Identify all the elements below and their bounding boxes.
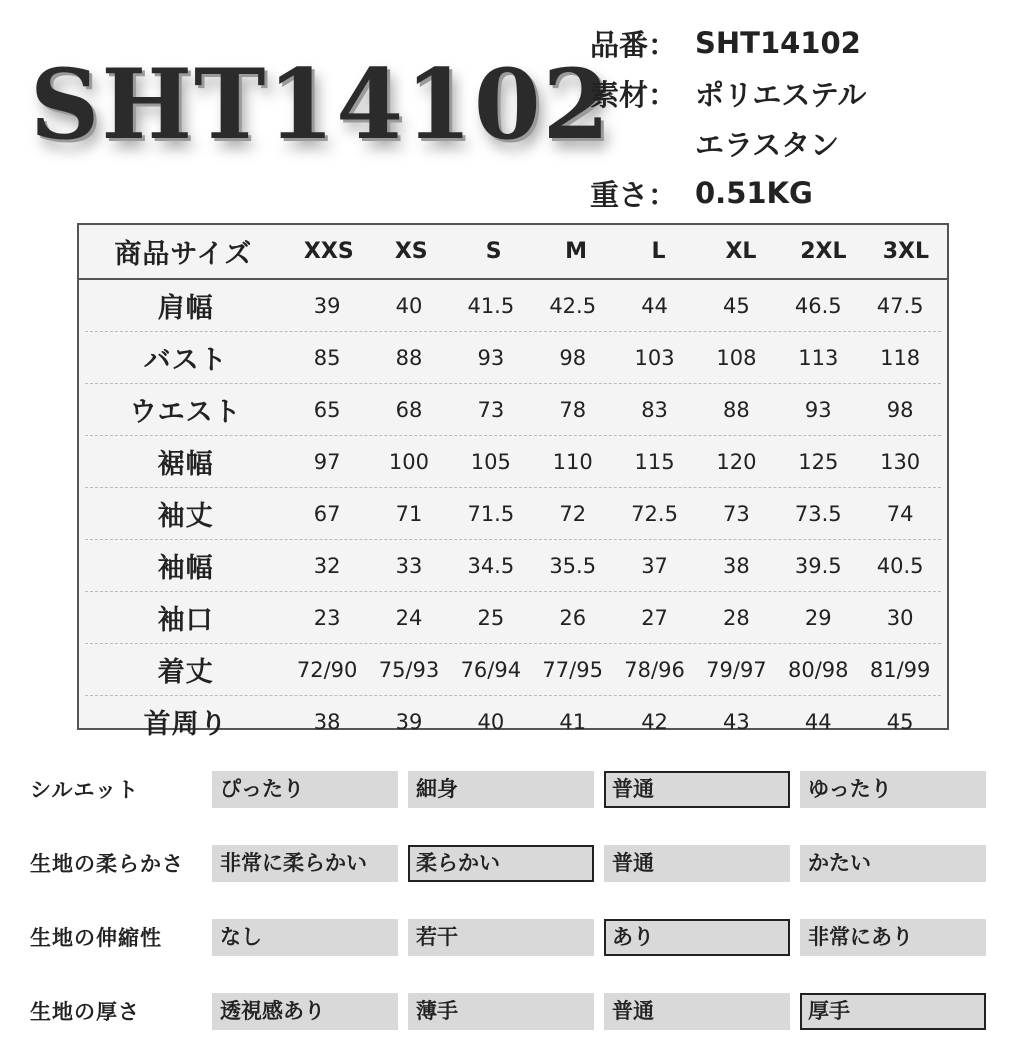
table-row bbox=[85, 332, 941, 384]
row-label: 裾幅 bbox=[157, 449, 214, 480]
table-cell: 41 bbox=[559, 709, 587, 734]
table-cell: 76/94 bbox=[460, 657, 522, 682]
size-header-cell: XXS bbox=[303, 239, 354, 264]
table-cell: 80/98 bbox=[788, 657, 849, 682]
table-cell: 118 bbox=[880, 345, 921, 370]
spec-label: 品番： bbox=[590, 27, 678, 62]
spec-value: 0.51KG bbox=[695, 176, 813, 210]
table-cell: 98 bbox=[886, 397, 914, 422]
table-cell: 42.5 bbox=[549, 293, 597, 318]
size-header-cell: 2XL bbox=[800, 239, 847, 264]
table-cell: 100 bbox=[388, 449, 430, 474]
table-header-row bbox=[79, 225, 947, 280]
attribute-name: 生地の厚さ bbox=[30, 1000, 140, 1024]
table-cell: 72 bbox=[559, 501, 587, 526]
table-row bbox=[85, 644, 941, 696]
table-cell: 46.5 bbox=[794, 293, 842, 318]
table-cell: 33 bbox=[395, 553, 423, 578]
attribute-option-selected: 普通 bbox=[604, 771, 790, 808]
table-cell: 68 bbox=[395, 397, 423, 422]
spec-value: SHT14102 bbox=[695, 26, 861, 60]
table-cell: 77/95 bbox=[542, 657, 603, 682]
table-cell: 73 bbox=[477, 397, 505, 422]
table-cell: 30 bbox=[886, 605, 914, 630]
table-cell: 27 bbox=[641, 605, 668, 630]
table-row bbox=[85, 384, 941, 436]
spec-label: 重さ： bbox=[590, 177, 678, 212]
table-cell: 81/99 bbox=[869, 657, 931, 682]
table-cell: 71 bbox=[395, 501, 423, 526]
table-cell: 23 bbox=[313, 605, 341, 630]
attribute-option: ぴったり bbox=[212, 771, 398, 808]
table-cell: 67 bbox=[313, 501, 341, 526]
row-label: 袖丈 bbox=[157, 501, 214, 532]
row-label: 着丈 bbox=[157, 657, 214, 688]
table-cell: 93 bbox=[477, 345, 505, 370]
spec-row bbox=[590, 18, 866, 68]
table-row bbox=[85, 436, 941, 488]
attribute-option: なし bbox=[212, 919, 398, 956]
size-header-cell: XS bbox=[394, 239, 428, 264]
attribute-row bbox=[30, 974, 1000, 1048]
table-row bbox=[85, 280, 941, 332]
attribute-option-selected: あり bbox=[604, 919, 790, 956]
row-label: バスト bbox=[143, 345, 228, 376]
table-cell: 75/93 bbox=[378, 657, 440, 682]
table-cell: 72/90 bbox=[296, 657, 358, 682]
size-chart-table bbox=[77, 223, 949, 740]
table-cell: 74 bbox=[886, 501, 914, 526]
attribute-option: 非常に柔らかい bbox=[212, 845, 398, 882]
table-row bbox=[85, 696, 941, 747]
table-cell: 93 bbox=[804, 397, 832, 422]
spec-row bbox=[590, 68, 866, 118]
fabric-attributes bbox=[30, 752, 1000, 1048]
table-row bbox=[85, 592, 941, 644]
table-cell: 71.5 bbox=[467, 501, 515, 526]
table-cell: 97 bbox=[313, 449, 341, 474]
attribute-option-selected: 柔らかい bbox=[408, 845, 594, 882]
table-cell: 105 bbox=[470, 449, 511, 474]
table-cell: 45 bbox=[886, 709, 914, 734]
size-header-cell: M bbox=[565, 239, 588, 264]
table-cell: 38 bbox=[313, 709, 341, 734]
table-cell: 37 bbox=[641, 553, 668, 578]
table-cell: 73.5 bbox=[794, 501, 842, 526]
table-cell: 65 bbox=[313, 397, 341, 422]
spec-list bbox=[590, 18, 866, 218]
table-cell: 88 bbox=[395, 345, 423, 370]
table-cell: 24 bbox=[395, 605, 423, 630]
row-label: 肩幅 bbox=[157, 293, 214, 324]
spec-label: 素材： bbox=[590, 77, 678, 112]
attribute-name: シルエット bbox=[30, 778, 140, 802]
size-header-cell: L bbox=[651, 239, 666, 264]
table-cell: 72.5 bbox=[631, 501, 678, 526]
table-cell: 45 bbox=[723, 293, 750, 318]
row-label: 袖幅 bbox=[157, 553, 214, 584]
table-cell: 44 bbox=[641, 293, 668, 318]
table-cell: 38 bbox=[723, 553, 750, 578]
table-cell: 83 bbox=[641, 397, 668, 422]
spec-value: ポリエステル bbox=[695, 77, 867, 112]
table-cell: 41.5 bbox=[467, 293, 515, 318]
spec-row bbox=[590, 118, 866, 168]
table-cell: 39 bbox=[395, 709, 423, 734]
attribute-row bbox=[30, 752, 1000, 826]
table-cell: 43 bbox=[723, 709, 750, 734]
attribute-option: 普通 bbox=[604, 845, 790, 882]
row-label: 首周り bbox=[143, 709, 228, 740]
table-cell: 39 bbox=[313, 293, 341, 318]
attribute-row bbox=[30, 826, 1000, 900]
table-cell: 47.5 bbox=[876, 293, 924, 318]
table-cell: 98 bbox=[559, 345, 587, 370]
table-cell: 26 bbox=[559, 605, 587, 630]
product-code-logo: SHT14102 bbox=[30, 48, 612, 161]
table-cell: 40.5 bbox=[876, 553, 924, 578]
table-cell: 120 bbox=[716, 449, 757, 474]
table-cell: 130 bbox=[880, 449, 921, 474]
attribute-option: 若干 bbox=[408, 919, 594, 956]
table-cell: 32 bbox=[313, 553, 341, 578]
header-label: 商品サイズ bbox=[114, 239, 253, 270]
size-header-cell: XL bbox=[725, 239, 757, 264]
table-cell: 40 bbox=[395, 293, 423, 318]
attribute-option-selected: 厚手 bbox=[800, 993, 986, 1030]
attribute-name: 生地の伸縮性 bbox=[30, 926, 162, 950]
table-cell: 88 bbox=[723, 397, 750, 422]
size-header-cell: S bbox=[485, 239, 502, 264]
table-cell: 25 bbox=[477, 605, 505, 630]
attribute-option: 細身 bbox=[408, 771, 594, 808]
table-cell: 110 bbox=[552, 449, 593, 474]
attribute-row bbox=[30, 900, 1000, 974]
table-cell: 39.5 bbox=[794, 553, 842, 578]
table-cell: 115 bbox=[634, 449, 675, 474]
table-row bbox=[85, 540, 941, 592]
attribute-option: 薄手 bbox=[408, 993, 594, 1030]
row-label: 袖口 bbox=[157, 605, 214, 636]
table-cell: 103 bbox=[634, 345, 675, 370]
table-cell: 113 bbox=[798, 345, 839, 370]
size-header-cell: 3XL bbox=[882, 239, 929, 264]
table-cell: 35.5 bbox=[549, 553, 597, 578]
table-cell: 40 bbox=[477, 709, 505, 734]
attribute-option: 普通 bbox=[604, 993, 790, 1030]
table-cell: 28 bbox=[723, 605, 750, 630]
table-cell: 73 bbox=[723, 501, 750, 526]
attribute-option: かたい bbox=[800, 845, 986, 882]
table-cell: 85 bbox=[313, 345, 341, 370]
table-cell: 42 bbox=[641, 709, 668, 734]
table-cell: 44 bbox=[804, 709, 832, 734]
table-cell: 108 bbox=[716, 345, 757, 370]
table-cell: 29 bbox=[804, 605, 832, 630]
spec-row bbox=[590, 168, 866, 218]
row-label: ウエスト bbox=[129, 397, 242, 428]
attribute-option: 非常にあり bbox=[800, 919, 986, 956]
attribute-option: ゆったり bbox=[800, 771, 986, 808]
table-cell: 125 bbox=[798, 449, 839, 474]
attribute-name: 生地の柔らかさ bbox=[30, 852, 184, 876]
table-cell: 34.5 bbox=[467, 553, 515, 578]
spec-value: エラスタン bbox=[695, 127, 840, 162]
table-cell: 79/97 bbox=[706, 657, 767, 682]
table-cell: 78 bbox=[559, 397, 587, 422]
table-cell: 78/96 bbox=[624, 657, 685, 682]
attribute-option: 透視感あり bbox=[212, 993, 398, 1030]
table-row bbox=[85, 488, 941, 540]
